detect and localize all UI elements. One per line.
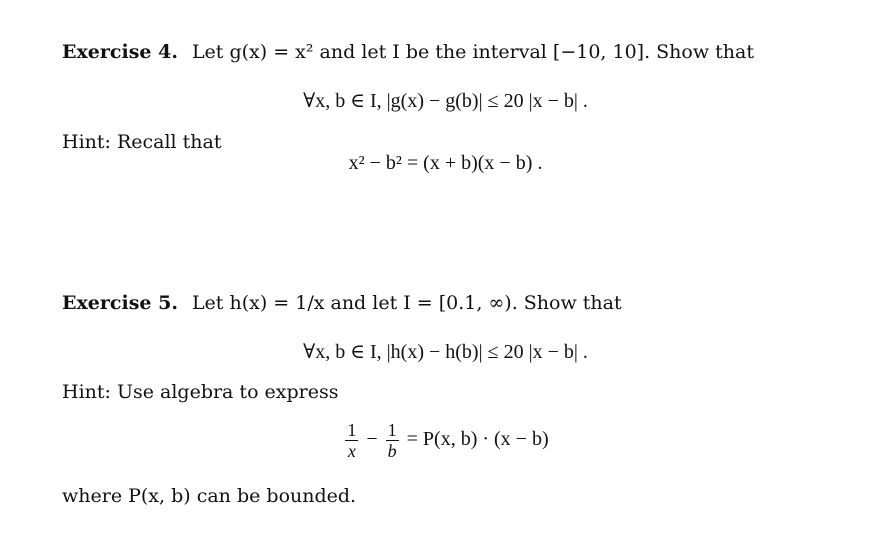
exercise-5-hint: Hint: Use algebra to express [62, 381, 339, 403]
fraction-1-denominator: x [347, 441, 356, 461]
fraction-rhs: = P(x, b) · (x − b) [406, 428, 549, 451]
fraction-2-denominator: b [387, 441, 397, 461]
fraction-one-over-x [345, 420, 358, 461]
exercise-4-label: Exercise 4. [62, 41, 178, 63]
exercise-5-label: Exercise 5. [62, 292, 178, 314]
exercise-5-inequality: ∀x, b ∈ I, |h(x) − h(b)| ≤ 20 |x − b| . [303, 341, 588, 363]
exercise-5-closing: where P(x, b) can be bounded. [62, 485, 357, 507]
fraction-2-numerator: 1 [387, 420, 397, 440]
exercise-5-fraction-expression [0, 420, 891, 461]
exercise-5-heading [62, 291, 622, 315]
fraction-one-over-b [386, 420, 399, 461]
exercise-4-identity: x² − b² = (x + b)(x − b) . [348, 152, 543, 174]
exercise-5-statement: Let h(x) = 1/x and let I = [0.1, ∞). Show that [191, 292, 622, 314]
fraction-1-numerator: 1 [347, 420, 357, 440]
exercise-4-hint: Hint: Recall that [62, 131, 222, 153]
exercise-4-statement: Let g(x) = x² and let I be the interval [−10, 10]. Show that [191, 41, 754, 63]
exercise-4-inequality: ∀x, b ∈ I, |g(x) − g(b)| ≤ 20 |x − b| . [303, 90, 588, 112]
minus-sign: − [366, 428, 378, 451]
exercise-4-heading [62, 40, 754, 64]
